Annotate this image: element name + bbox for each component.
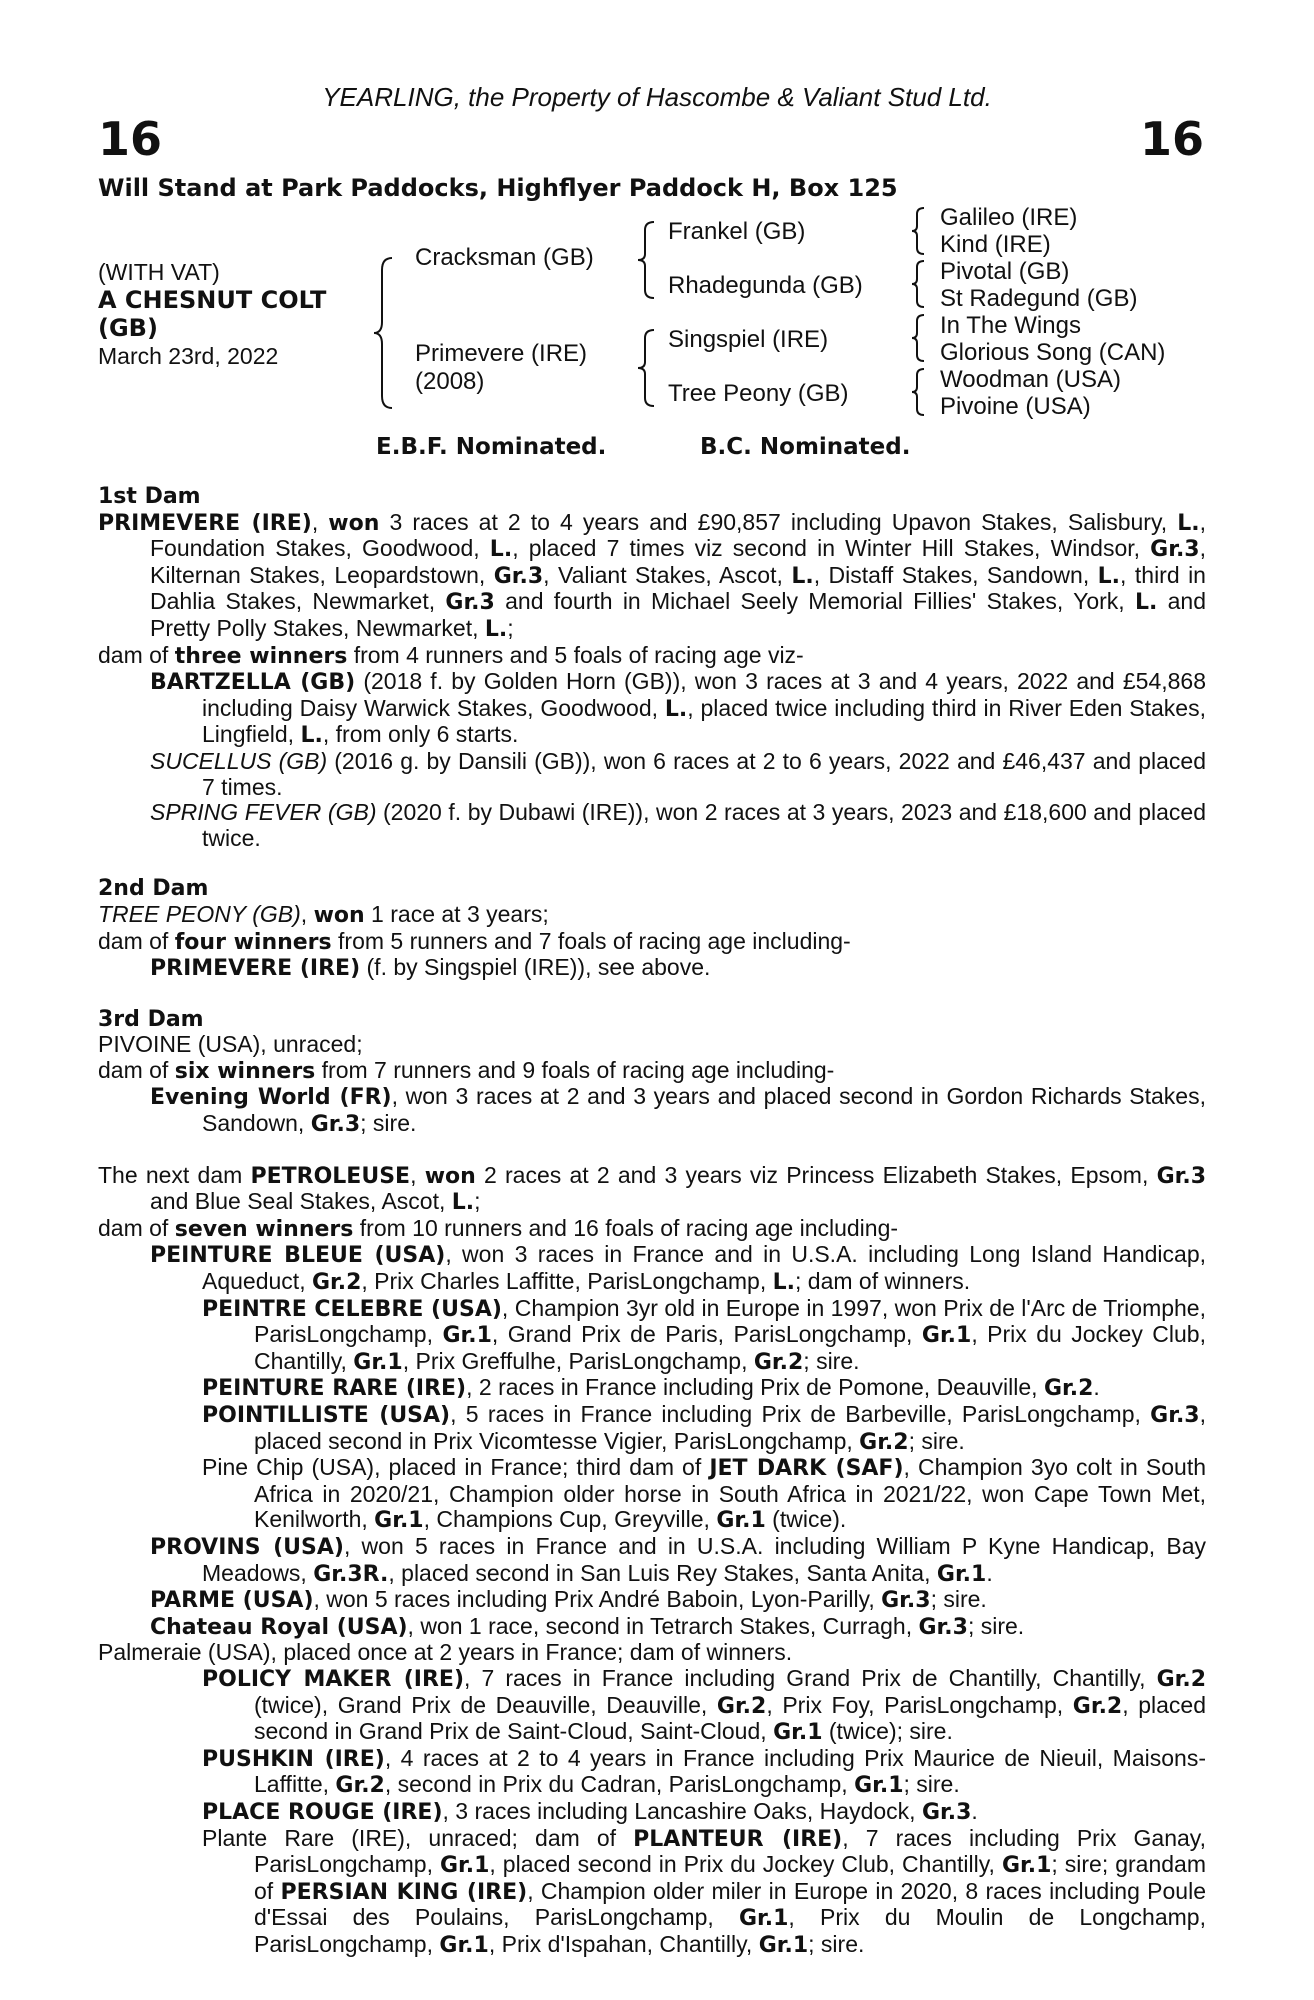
pedigree-brace-main bbox=[372, 256, 396, 410]
pedigree-ggp-6: Glorious Song (CAN) bbox=[940, 339, 1166, 366]
lot-number-left: 16 bbox=[98, 112, 163, 166]
pedigree-ggp-2: Kind (IRE) bbox=[940, 231, 1051, 258]
progeny-entry: Pine Chip (USA), placed in France; third dam of JET DARK (SAF), Champion 3yo colt in South Africa in 2020/21, Champion older horse in South Africa in 2021/22, won Cape Town Met, Kenilworth, Gr.1, Champions Cup, Greyville, Gr.1 (twice). bbox=[202, 1454, 1207, 1534]
pedigree-sire: Cracksman (GB) bbox=[415, 244, 594, 271]
foaling-date: March 23rd, 2022 bbox=[98, 343, 279, 369]
pedigree-dam-dam: Tree Peony (GB) bbox=[668, 380, 849, 407]
pedigree-brace-gg4 bbox=[910, 367, 926, 417]
progeny-entry: PEINTRE CELEBRE (USA), Champion 3yr old in Europe in 1997, won Prix de l'Arc de Triomphe, ParisLongchamp, Gr.1, Grand Prix de Paris, ParisLongchamp, Gr.1, Prix du Jockey Club, Chantilly, Gr.1, Prix Greffulhe, ParisLongchamp, Gr.2; sire. bbox=[202, 1294, 1206, 1375]
page-header-title: YEARLING, the Property of Hascombe & Valiant Stud Ltd. bbox=[322, 82, 992, 112]
progeny-entry: PRIMEVERE (IRE) (f. by Singspiel (IRE)), see above. bbox=[150, 954, 711, 982]
subject-block bbox=[98, 258, 326, 370]
progeny-entry: POLICY MAKER (IRE), 7 races in France including Grand Prix de Chantilly, Chantilly, Gr.2 (twice), Grand Prix de Deauville, Deauville, Gr.2, Prix Foy, ParisLongchamp, Gr.2, placed second in Grand Prix de Saint-Cloud, Saint-Cloud, Gr.1 (twice); sire. bbox=[202, 1664, 1207, 1746]
pedigree-brace-gg1 bbox=[910, 206, 926, 256]
subject-name: A CHESNUT COLT bbox=[98, 286, 327, 314]
progeny-entry: PEINTURE RARE (IRE), 2 races in France including Prix de Pomone, Deauville, Gr.2. bbox=[202, 1374, 1100, 1402]
third-dam-paragraph: PIVOINE (USA), unraced; bbox=[98, 1031, 363, 1058]
progeny-entry: Palmeraie (USA), placed once at 2 years in France; dam of winners. bbox=[98, 1639, 793, 1666]
pedigree-ggp-5: In The Wings bbox=[940, 312, 1081, 339]
third-dam-heading: 3rd Dam bbox=[98, 1006, 204, 1032]
second-dam-paragraph: TREE PEONY (GB), won 1 race at 3 years; bbox=[98, 900, 549, 928]
stand-location: Will Stand at Park Paddocks, Highflyer Paddock H, Box 125 bbox=[98, 174, 898, 202]
next-dam-produce-summary: dam of seven winners from 10 runners and 16 foals of racing age including- bbox=[98, 1214, 899, 1242]
pedigree-ggp-1: Galileo (IRE) bbox=[940, 204, 1078, 231]
pedigree-ggp-3: Pivotal (GB) bbox=[940, 258, 1070, 285]
third-dam-produce-summary: dam of six winners from 7 runners and 9 foals of racing age including- bbox=[98, 1056, 835, 1084]
pedigree-sire-dam: Rhadegunda (GB) bbox=[668, 272, 863, 299]
ebf-nomination: E.B.F. Nominated. bbox=[376, 434, 607, 460]
pedigree-ggp-4: St Radegund (GB) bbox=[940, 285, 1138, 312]
progeny-entry: Chateau Royal (USA), won 1 race, second in Tetrarch Stakes, Curragh, Gr.3; sire. bbox=[150, 1612, 1025, 1640]
progeny-entry: SUCELLUS (GB) (2016 g. by Dansili (GB)), won 6 races at 2 to 6 years, 2022 and £46,437 and placed 7 times. bbox=[150, 747, 1207, 800]
progeny-entry: PROVINS (USA), won 5 races in France and in U.S.A. including William P Kyne Handicap, Bay Meadows, Gr.3R., placed second in San Luis Rey Stakes, Santa Anita, Gr.1. bbox=[150, 1532, 1206, 1587]
first-dam-heading: 1st Dam bbox=[98, 484, 201, 509]
pedigree-sire-sire: Frankel (GB) bbox=[668, 218, 806, 245]
vat-note: (WITH VAT) bbox=[98, 259, 220, 285]
pedigree-body bbox=[98, 484, 1206, 1958]
second-dam-produce-summary: dam of four winners from 5 runners and 7 foals of racing age including- bbox=[98, 927, 851, 955]
progeny-entry: Evening World (FR), won 3 races at 2 and 3 years and placed second in Gordon Richards Stakes, Sandown, Gr.3; sire. bbox=[150, 1083, 1206, 1138]
progeny-entry: PARME (USA), won 5 races including Prix André Baboin, Lyon-Parilly, Gr.3; sire. bbox=[150, 1586, 987, 1614]
bc-nomination: B.C. Nominated. bbox=[700, 434, 911, 460]
progeny-entry: PLACE ROUGE (IRE), 3 races including Lancashire Oaks, Haydock, Gr.3. bbox=[202, 1797, 978, 1825]
next-dam-paragraph: The next dam PETROLEUSE, won 2 races at 2 and 3 years viz Princess Elizabeth Stakes, Epsom, Gr.3 and Blue Seal Stakes, Ascot, L.; bbox=[98, 1161, 1206, 1216]
progeny-entry: BARTZELLA (GB) (2018 f. by Golden Horn (GB)), won 3 races at 3 and 4 years, 2022 and £54,868 including Daisy Warwick Stakes, Goodwood, L., placed twice including third in River Eden Stakes, Lingfield, L., from only 6 starts. bbox=[150, 668, 1206, 749]
progeny-entry: SPRING FEVER (GB) (2020 f. by Dubawi (IRE)), won 2 races at 3 years, 2023 and £18,600 and placed twice. bbox=[150, 799, 1206, 851]
subject-name-country: (GB) bbox=[98, 314, 158, 342]
progeny-entry: PEINTURE BLEUE (USA), won 3 races in France and in U.S.A. including Long Island Handicap, Aqueduct, Gr.2, Prix Charles Laffitte, ParisLongchamp, L.; dam of winners. bbox=[150, 1241, 1206, 1296]
progeny-entry: POINTILLISTE (USA), 5 races in France including Prix de Barbeville, ParisLongchamp, Gr.3, placed second in Prix Vicomtesse Vigier, ParisLongchamp, Gr.2; sire. bbox=[202, 1401, 1206, 1455]
pedigree-dam-year: (2008) bbox=[415, 368, 485, 395]
lot-number-right: 16 bbox=[1139, 112, 1204, 166]
pedigree-ggp-7: Woodman (USA) bbox=[940, 366, 1121, 393]
pedigree-brace-dam bbox=[636, 328, 656, 408]
first-dam-produce-summary: dam of three winners from 4 runners and 5 foals of racing age viz- bbox=[98, 641, 804, 669]
pedigree-brace-gg3 bbox=[910, 313, 926, 363]
progeny-entry: Plante Rare (IRE), unraced; dam of PLANTEUR (IRE), 7 races including Prix Ganay, ParisLongchamp, Gr.1, placed second in Prix du Jockey Club, Chantilly, Gr.1; sire; grandam of PERSIAN KING (IRE), Champion older miler in Europe in 2020, 8 races including Poule d'Essai des Poulains, ParisLongchamp, Gr.1, Prix du Moulin de Longchamp, ParisLongchamp, Gr.1, Prix d'Ispahan, Chantilly, Gr.1; sire. bbox=[202, 1824, 1206, 1958]
progeny-entry: PUSHKIN (IRE), 4 races at 2 to 4 years in France including Prix Maurice de Nieuil, Maisons-Laffitte, Gr.2, second in Prix du Cadran, ParisLongchamp, Gr.1; sire. bbox=[202, 1744, 1206, 1799]
pedigree-ggp-8: Pivoine (USA) bbox=[940, 393, 1091, 420]
first-dam-paragraph: PRIMEVERE (IRE), won 3 races at 2 to 4 years and £90,857 including Upavon Stakes, Salisbury, L., Foundation Stakes, Goodwood, L., placed 7 times viz second in Winter Hill Stakes, Windsor, Gr.3, Kilternan Stakes, Leopardstown, Gr.3, Valiant Stakes, Ascot, L., Distaff Stakes, Sandown, L., third in Dahlia Stakes, Newmarket, Gr.3 and fourth in Michael Seely Memorial Fillies' Stakes, York, L. and Pretty Polly Stakes, Newmarket, L.; bbox=[98, 508, 1206, 642]
pedigree-dam-sire: Singspiel (IRE) bbox=[668, 326, 829, 353]
pedigree-brace-sire bbox=[636, 220, 656, 300]
pedigree-brace-gg2 bbox=[910, 259, 926, 309]
pedigree-dam: Primevere (IRE) bbox=[415, 340, 588, 367]
second-dam-heading: 2nd Dam bbox=[98, 876, 209, 902]
